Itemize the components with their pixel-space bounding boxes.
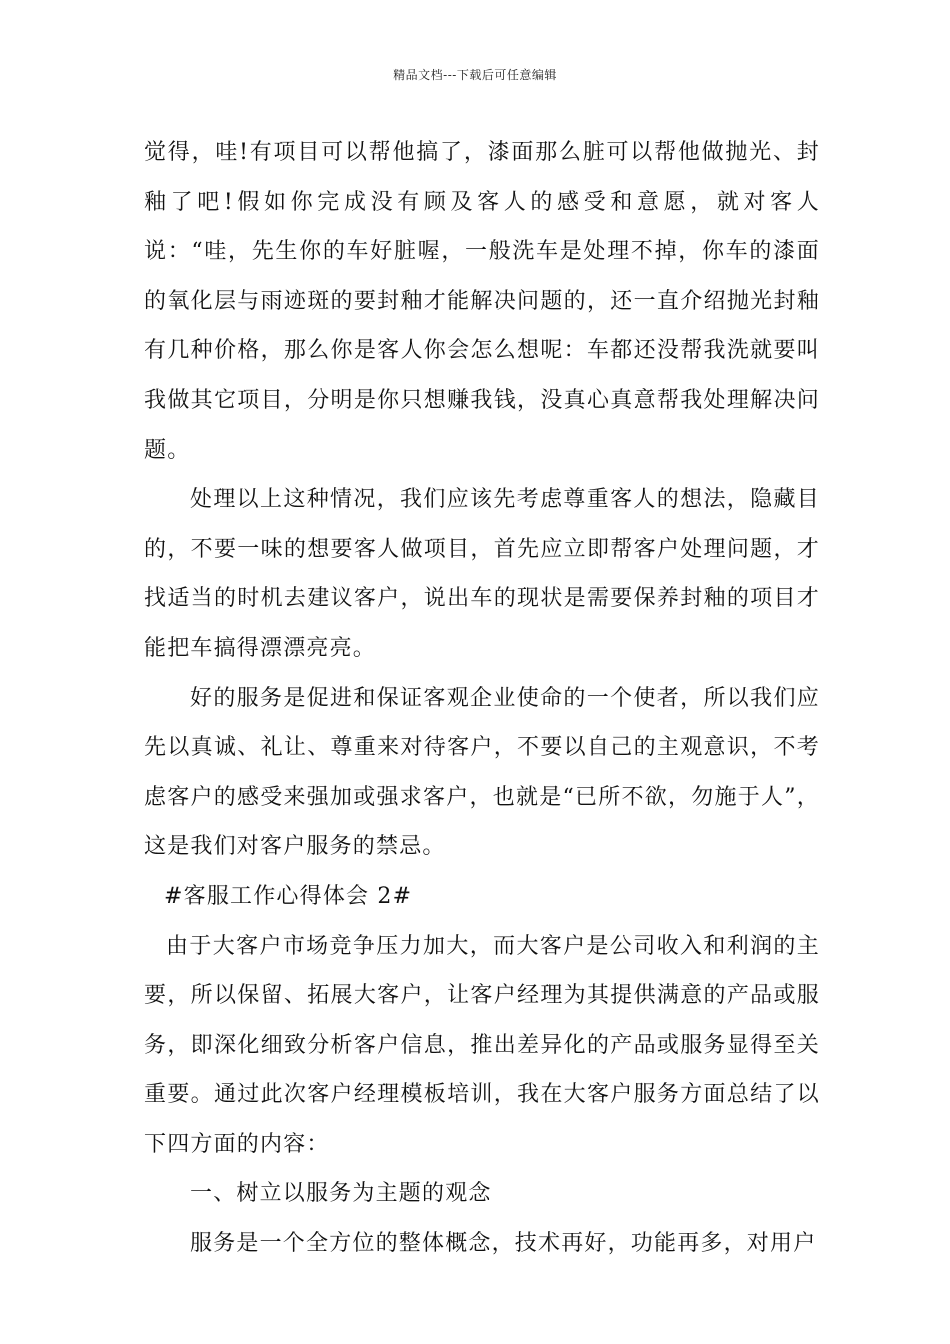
section-heading: #客服工作心得体会 2# bbox=[164, 883, 413, 909]
paragraph-service-overall: 服务是一个全方位的整体概念，技术再好，功能再多，对用户 bbox=[190, 1231, 817, 1257]
paragraph-continuation: 觉得，哇!有项目可以帮他搞了，漆面那么脏可以帮他做抛光、封釉了吧!假如你完成没有顾及客人的感受和意愿，就对客人说：“哇，先生你的车好脏喔，一般洗车是处理不掉，你车的漆面的氧化层与雨迹斑的要封釉才能解决问题的，还一直介绍抛光封釉有几种价格，那么你是客人你会怎么想呢：车都还没帮我洗就要叫我做其它项目，分明是你只想赚我钱，没真心真意帮我处理解决问题。 bbox=[144, 140, 820, 463]
paragraph-handling-situation: 处理以上这种情况，我们应该先考虑尊重客人的想法，隐藏目的，不要一味的想要客人做项目，首先应立即帮客户处理问题，才找适当的时机去建议客户，说出车的现状是需要保养封釉的项目才能把车搞得漂漂亮亮。 bbox=[144, 487, 820, 661]
paragraph-good-service: 好的服务是促进和保证客观企业使命的一个使者，所以我们应先以真诚、礼让、尊重来对待客户，不要以自己的主观意识，不考虑客户的感受来强加或强求客户，也就是“已所不欲，勿施于人”，这是我们对客户服务的禁忌。 bbox=[144, 685, 820, 860]
paragraph-key-clients: 由于大客户市场竞争压力加大，而大客户是公司收入和利润的主要，所以保留、拓展大客户，让客户经理为其提供满意的产品或服务，即深化细致分析客户信息，推出差异化的产品或服务显得至关重要。通过此次客户经理模板培训，我在大客户服务方面总结了以下四方面的内容： bbox=[144, 933, 820, 1157]
document-body bbox=[144, 128, 820, 1269]
subheading-service-concept: 一、树立以服务为主题的观念 bbox=[190, 1181, 492, 1207]
page-header: 精品文档---下载后可任意编辑 bbox=[393, 68, 557, 82]
